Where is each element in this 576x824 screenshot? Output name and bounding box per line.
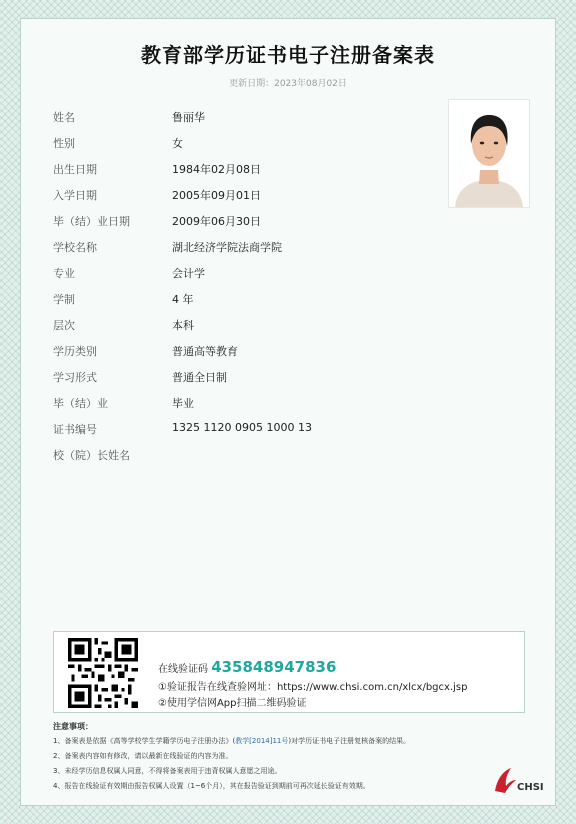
id-photo bbox=[448, 99, 530, 208]
field-value: 普通高等教育 bbox=[172, 345, 238, 358]
field-label: 证书编号 bbox=[53, 423, 97, 436]
verification-code-line bbox=[158, 658, 336, 676]
qr-code[interactable] bbox=[68, 638, 138, 708]
field-value: 4 年 bbox=[172, 293, 194, 306]
regulation-link[interactable]: 教学[2014]11号 bbox=[235, 737, 289, 745]
field-label: 校（院）长姓名 bbox=[53, 449, 130, 462]
field-label: 学校名称 bbox=[53, 241, 97, 254]
field-label: 学历类别 bbox=[53, 345, 97, 358]
note-text: )对学历证书电子注册复核备案的结果。 bbox=[288, 737, 411, 745]
field-label: 层次 bbox=[53, 319, 75, 332]
online-verification-panel bbox=[53, 631, 525, 713]
field-value: 鲁丽华 bbox=[172, 111, 205, 124]
field-label: 专业 bbox=[53, 267, 75, 280]
field-value: 女 bbox=[172, 137, 183, 150]
record-sheet bbox=[20, 18, 556, 806]
verification-code: 435848947836 bbox=[211, 658, 337, 676]
notes-title: 注意事项： bbox=[53, 722, 93, 731]
field-value: 毕业 bbox=[172, 397, 194, 410]
note-item bbox=[53, 736, 410, 746]
field-value: 普通全日制 bbox=[172, 371, 227, 384]
field-label: 入学日期 bbox=[53, 189, 97, 202]
field-label: 出生日期 bbox=[53, 163, 97, 176]
field-value: 会计学 bbox=[172, 267, 205, 280]
note-item: 3、未经学历信息权属人同意，不得将备案表用于违背权属人意愿之用途。 bbox=[53, 767, 282, 775]
field-label: 姓名 bbox=[53, 111, 75, 124]
field-label: 性别 bbox=[53, 137, 75, 150]
verification-url-text: ①验证报告在线查验网址：https://www.chsi.com.cn/xlcx/bgcx.jsp bbox=[158, 682, 468, 693]
note-item: 2、备案表内容如有修改，请以最新在线验证的内容为准。 bbox=[53, 752, 233, 760]
field-label: 学习形式 bbox=[53, 371, 97, 384]
chsi-logo-text: CHSI bbox=[517, 782, 544, 793]
update-date: 更新日期：2023年08月02日 bbox=[229, 79, 347, 89]
field-value: 2009年06月30日 bbox=[172, 215, 261, 228]
note-item: 4、报告在线验证有效期由报告权属人设置（1~6个月），其在报告验证到期前可再次延长验证有效期。 bbox=[53, 782, 370, 790]
document-title: 教育部学历证书电子注册备案表 bbox=[141, 43, 435, 67]
field-value: 湖北经济学院法商学院 bbox=[172, 241, 282, 254]
field-value: 2005年09月01日 bbox=[172, 189, 261, 202]
field-value: 1325 1120 0905 1000 13 bbox=[172, 421, 312, 434]
field-label: 学制 bbox=[53, 293, 75, 306]
verification-code-prefix: 在线验证码 bbox=[158, 664, 208, 675]
field-value: 本科 bbox=[172, 319, 194, 332]
field-label: 毕（结）业日期 bbox=[53, 215, 130, 228]
app-scan-instruction: ②使用学信网App扫描二维码验证 bbox=[158, 698, 307, 709]
field-value: 1984年02月08日 bbox=[172, 163, 261, 176]
field-label: 毕（结）业 bbox=[53, 397, 108, 410]
note-text: 1、备案表是依据《高等学校学生学籍学历电子注册办法》( bbox=[53, 737, 236, 745]
